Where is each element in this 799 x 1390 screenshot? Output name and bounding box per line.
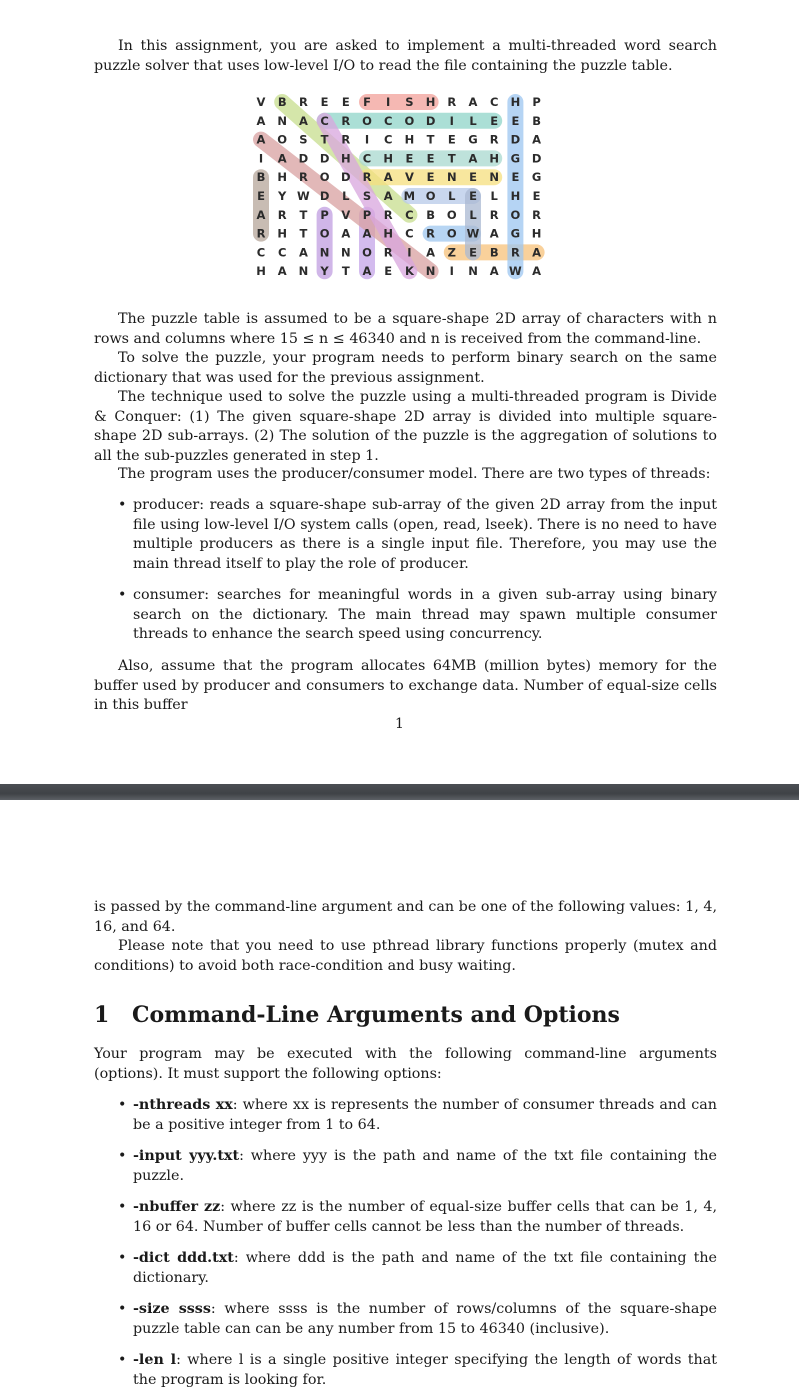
- puzzle-letter: O: [319, 170, 330, 185]
- puzzle-letter: T: [426, 132, 435, 147]
- option-dict: • -dict ddd.txt: where ddd is the path and name of the txt file containing the dictionary.: [118, 1250, 717, 1286]
- puzzle-letter: F: [363, 95, 371, 109]
- puzzle-letter: E: [447, 132, 456, 147]
- options-list: [94, 1096, 717, 1390]
- puzzle-letter: H: [383, 226, 394, 241]
- puzzle-letter: K: [404, 264, 414, 279]
- pthread-paragraph: Please note that you need to use pthread library functions properly (mutex and conditions) to avoid both race-condition and busy waiting.: [94, 938, 717, 974]
- bullet-icon: •: [118, 1352, 127, 1368]
- puzzle-letter: N: [319, 245, 330, 260]
- bullet-icon: •: [118, 1148, 127, 1164]
- puzzle-letter: N: [340, 245, 351, 260]
- puzzle-letter: T: [447, 151, 456, 166]
- puzzle-letter: R: [277, 207, 287, 222]
- puzzle-letter: H: [404, 132, 415, 147]
- bullet-icon: •: [118, 1199, 127, 1215]
- puzzle-letter: R: [256, 226, 266, 241]
- puzzle-letter: A: [383, 170, 393, 185]
- puzzle-letter: H: [340, 151, 351, 166]
- puzzle-letter: R: [298, 95, 308, 109]
- puzzle-letter: O: [446, 207, 457, 222]
- puzzle-letter: O: [404, 113, 415, 128]
- puzzle-letter: Z: [447, 245, 456, 260]
- buffer-paragraph: Also, assume that the program allocates 64MB (million bytes) memory for the buffer used by producer and consumers to exchange data. Number of equal-size cells in this buffer: [94, 658, 717, 713]
- puzzle-letter: B: [277, 95, 287, 109]
- puzzle-letter: O: [277, 132, 288, 147]
- puzzle-letter: A: [532, 264, 542, 279]
- puzzle-letter: D: [319, 189, 330, 203]
- puzzle-letter: T: [320, 132, 329, 147]
- puzzle-letter: C: [405, 207, 414, 222]
- puzzle-letter: D: [341, 170, 351, 185]
- puzzle-letter: E: [511, 170, 520, 185]
- puzzle-letter: T: [299, 207, 308, 222]
- puzzle-letter: E: [511, 113, 520, 128]
- puzzle-letter: W: [466, 226, 480, 241]
- puzzle-letter: R: [383, 207, 393, 222]
- option-nbuffer: • -nbuffer zz: where zz is the number of equal-size buffer cells that can be 1, 4, 16 or 64. Number of buffer cells cannot be less than the number of threads.: [118, 1199, 717, 1235]
- puzzle-letter: H: [277, 170, 288, 185]
- puzzle-letter: B: [256, 170, 266, 185]
- puzzle-letter: A: [341, 226, 351, 241]
- puzzle-letter: T: [341, 264, 350, 279]
- puzzle-letter: E: [320, 95, 329, 109]
- puzzle-letter: A: [489, 226, 499, 241]
- word-search-puzzle-image: [250, 92, 562, 292]
- divide-conquer-paragraph: The technique used to solve the puzzle using a multi-threaded program is Divide & Conquer: (1) The given square-shape 2D array is divided into multiple square-shape 2D sub-arrays. (2) The solution of the puzzle is the aggregation of solutions to all the sub-puzzles generated in step 1.: [94, 389, 717, 464]
- buffer-values-paragraph: is passed by the command-line argument and can be one of the following values: 1, 4, 16, and 64.: [94, 899, 717, 935]
- puzzle-letter: C: [277, 245, 287, 260]
- puzzle-letter: C: [383, 132, 393, 147]
- bullet-icon: •: [118, 1097, 127, 1113]
- puzzle-letter: L: [448, 189, 456, 203]
- puzzle-letter: I: [449, 264, 454, 279]
- puzzle-letter: L: [342, 189, 350, 203]
- puzzle-letter: I: [449, 113, 454, 128]
- puzzle-letter: D: [531, 151, 542, 166]
- bullet-icon: •: [118, 587, 127, 603]
- puzzle-letter: D: [319, 151, 330, 166]
- puzzle-letter: E: [426, 170, 435, 185]
- puzzle-letter: O: [510, 207, 521, 222]
- puzzle-letter: C: [489, 95, 499, 109]
- bullet-icon: •: [118, 1250, 127, 1266]
- page-divider: [0, 784, 799, 800]
- puzzle-letter: G: [510, 226, 521, 241]
- puzzle-letter: E: [405, 151, 414, 166]
- puzzle-letter: E: [469, 189, 477, 203]
- puzzle-letter: C: [256, 245, 266, 260]
- puzzle-letter: D: [510, 132, 521, 147]
- puzzle-letter: E: [469, 245, 477, 260]
- puzzle-letter: O: [425, 189, 436, 203]
- puzzle-letter: E: [257, 189, 265, 203]
- puzzle-letter: A: [256, 132, 266, 147]
- puzzle-letter: V: [404, 170, 414, 185]
- puzzle-letter: G: [531, 170, 542, 185]
- puzzle-letter: C: [405, 226, 414, 241]
- puzzle-letter: W: [509, 264, 522, 279]
- puzzle-letter: I: [407, 245, 412, 260]
- section-number: 1: [94, 1002, 110, 1028]
- puzzle-letter: B: [489, 245, 499, 260]
- list-item-producer: • producer: reads a square-shape sub-array of the given 2D array from the input file using low-level I/O system calls (open, read, lseek). There is no need to have multiple producers as there is a single input file. Therefore, you may use the main thread itself to play the role of producer.: [118, 497, 717, 572]
- puzzle-letter: I: [386, 95, 391, 109]
- puzzle-letter: N: [468, 264, 478, 279]
- puzzle-letter: T: [299, 226, 308, 241]
- puzzle-letter: R: [362, 170, 372, 185]
- puzzle-letter: H: [510, 95, 521, 109]
- puzzle-letter: S: [299, 132, 308, 147]
- puzzle-letter: D: [425, 113, 436, 128]
- section-title: Command-Line Arguments and Options: [132, 1002, 620, 1028]
- producer-consumer-paragraph: The program uses the producer/consumer model. There are two types of threads:: [118, 466, 711, 482]
- puzzle-letter: R: [426, 226, 436, 241]
- puzzle-letter: H: [383, 151, 394, 166]
- puzzle-letter: A: [256, 207, 266, 222]
- puzzle-letter: V: [341, 207, 351, 222]
- puzzle-letter: H: [256, 264, 266, 279]
- puzzle-letter: A: [277, 264, 287, 279]
- list-item-consumer: • consumer: searches for meaningful words in a given sub-array using binary search on the dictionary. The main thread may spawn multiple consumer threads to enhance the search speed using concurrency.: [118, 587, 717, 642]
- puzzle-letter: E: [532, 189, 541, 203]
- puzzle-definition-paragraph: The puzzle table is assumed to be a square-shape 2D array of characters with n rows and columns where 15 ≤ n ≤ 46340 and n is received from the command-line.: [94, 311, 717, 347]
- puzzle-letter: N: [298, 264, 309, 279]
- puzzle-letter: I: [258, 151, 264, 166]
- puzzle-letter: W: [297, 189, 310, 203]
- puzzle-letter: C: [320, 113, 329, 128]
- puzzle-letter: S: [405, 95, 414, 109]
- options-intro-paragraph: Your program may be executed with the following command-line arguments (options). It must support the following options:: [94, 1046, 717, 1082]
- puzzle-letter: A: [532, 245, 542, 260]
- option-size: • -size ssss: where ssss is the number of rows/columns of the square-shape puzzle table can can be any number from 15 to 46340 (inclusive).: [118, 1301, 717, 1337]
- puzzle-letter: A: [426, 245, 436, 260]
- puzzle-letter: E: [469, 170, 477, 185]
- puzzle-letter: A: [532, 132, 542, 147]
- puzzle-letter: S: [362, 189, 372, 203]
- puzzle-letter: P: [362, 207, 372, 222]
- option-input: • -input yyy.txt: where yyy is the path and name of the txt file containing the puzzle.: [118, 1148, 717, 1184]
- puzzle-letter: A: [277, 151, 287, 166]
- puzzle-letter: R: [341, 132, 351, 147]
- puzzle-letter: M: [403, 189, 416, 203]
- puzzle-letter: E: [490, 113, 499, 128]
- page-number: 1: [395, 716, 404, 732]
- puzzle-letter: Y: [278, 189, 287, 203]
- bullet-icon: •: [118, 497, 127, 513]
- puzzle-letter: A: [383, 189, 393, 203]
- section-heading: [94, 1002, 620, 1028]
- puzzle-letter: A: [468, 151, 478, 166]
- puzzle-letter: E: [341, 95, 350, 109]
- puzzle-letter: R: [383, 245, 393, 260]
- puzzle-letter: R: [532, 207, 542, 222]
- option-len: • -len l: where l is a single positive integer specifying the length of words that the program is looking for.: [118, 1352, 718, 1388]
- puzzle-letter: R: [447, 95, 457, 109]
- puzzle-letter: G: [510, 151, 521, 166]
- puzzle-letter: I: [364, 132, 370, 147]
- puzzle-letter: A: [362, 226, 372, 241]
- puzzle-letter: A: [256, 113, 266, 128]
- puzzle-letter: R: [298, 170, 308, 185]
- puzzle-letter: V: [256, 95, 266, 109]
- puzzle-letter: L: [469, 113, 477, 128]
- puzzle-letter: R: [510, 245, 520, 260]
- bullet-icon: •: [118, 1301, 127, 1317]
- puzzle-letter: G: [468, 132, 478, 147]
- puzzle-letter: C: [383, 113, 393, 128]
- puzzle-letter: A: [489, 264, 499, 279]
- puzzle-letter: A: [298, 113, 308, 128]
- puzzle-letter: O: [319, 226, 330, 241]
- puzzle-letter: A: [468, 95, 478, 109]
- puzzle-letter: N: [425, 264, 436, 279]
- puzzle-letter: L: [469, 207, 477, 222]
- puzzle-letter: H: [489, 151, 500, 166]
- puzzle-letter: E: [426, 151, 435, 166]
- puzzle-letter: B: [426, 207, 435, 222]
- puzzle-letter: Y: [320, 264, 329, 279]
- puzzle-letter: A: [362, 264, 372, 279]
- puzzle-letter: H: [277, 226, 288, 241]
- puzzle-letter: P: [532, 95, 541, 109]
- option-nthreads: • -nthreads xx: where xx is represents the number of consumer threads and can be a positive integer from 1 to 64.: [118, 1097, 717, 1133]
- puzzle-letter: O: [446, 226, 457, 241]
- puzzle-letter: O: [362, 113, 372, 128]
- puzzle-letter: R: [341, 113, 351, 128]
- puzzle-letter: N: [277, 113, 288, 128]
- puzzle-letter: H: [531, 226, 542, 241]
- puzzle-letter: N: [489, 170, 500, 185]
- puzzle-letter: N: [446, 170, 457, 185]
- intro-paragraph: In this assignment, you are asked to implement a multi-threaded word search puzzle solver that uses low-level I/O to read the file containing the puzzle table.: [94, 38, 717, 74]
- puzzle-letter: R: [489, 132, 499, 147]
- thread-types-list: [94, 496, 717, 645]
- puzzle-letter: D: [298, 151, 309, 166]
- puzzle-letter: O: [362, 245, 372, 260]
- puzzle-letter: B: [532, 113, 541, 128]
- puzzle-letter: R: [489, 207, 499, 222]
- puzzle-letter: C: [362, 151, 372, 166]
- puzzle-letter: H: [425, 95, 436, 109]
- puzzle-letter: E: [384, 264, 393, 279]
- puzzle-letter: L: [490, 189, 498, 203]
- puzzle-letter: A: [298, 245, 308, 260]
- puzzle-letter: P: [320, 207, 329, 222]
- puzzle-letter: H: [510, 189, 521, 203]
- dictionary-paragraph: To solve the puzzle, your program needs to perform binary search on the same dictionary that was used for the previous assignment.: [94, 350, 717, 386]
